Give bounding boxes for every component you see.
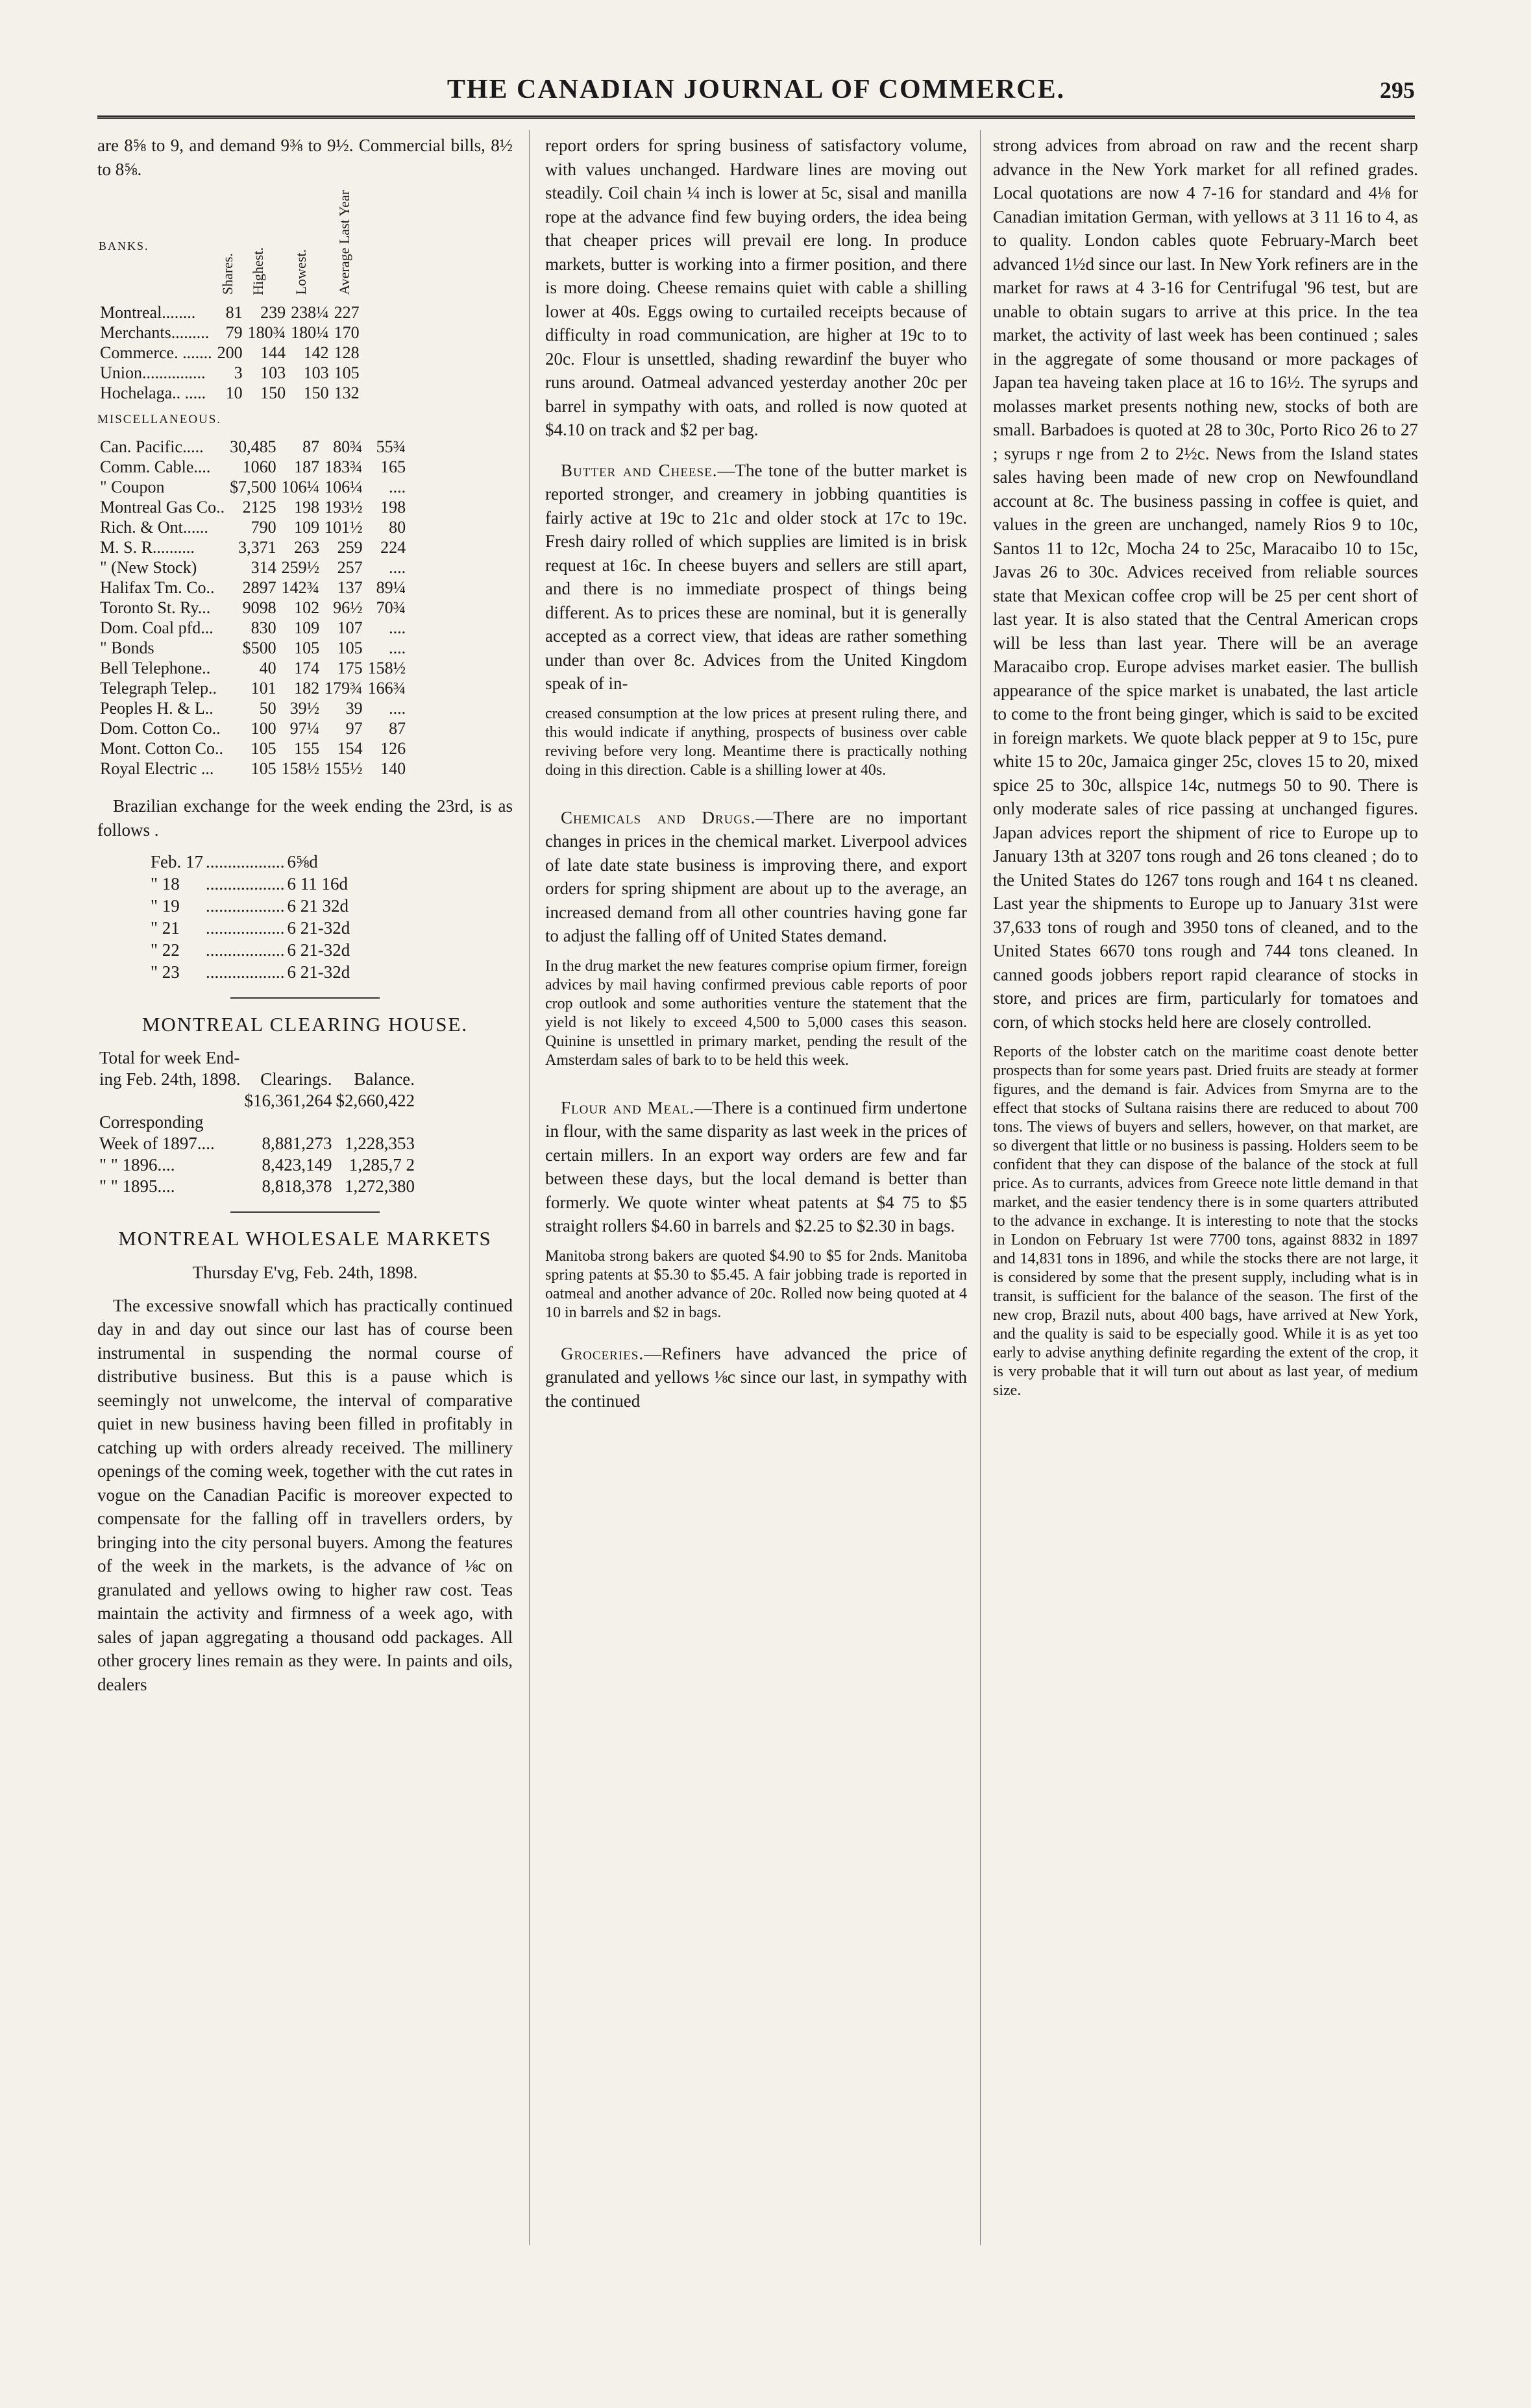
misc-stock-cell: " (New Stock): [100, 558, 197, 578]
bank-cell: Union...............: [100, 363, 206, 382]
groceries-paragraph: [545, 1342, 967, 1413]
misc-stock-cell: 263: [294, 538, 320, 557]
clearing-cell: 8,881,273: [262, 1133, 332, 1153]
exchange-table: [149, 851, 351, 983]
misc-stock-cell: 87: [302, 437, 320, 457]
markets-title: MONTREAL WHOLESALE MARKETS: [118, 1226, 492, 1250]
misc-stock-cell: 3,371: [238, 538, 276, 557]
bank-cell: 150: [260, 383, 286, 402]
misc-stock-row: [97, 658, 408, 678]
banks-header-row: [97, 190, 362, 302]
butter-cheese-text: —The tone of the butter market is reported stronger, and creamery in jobbing quantities is fairly active at 19c to 21c and older stock at 17c to 19c. Fresh dairy rolled of which supplies are limited is in brisk request at 16c. In cheese buyers and sellers are still apart, and there is no immediate prospect of things being different. As to prices these are nominal, but it is generally accepted as a correct view, that ideas are rather something under than over 8c. Advices from the United Kingdom speak of in-: [545, 460, 968, 693]
bank-cell: 132: [334, 383, 360, 402]
bank-cell: 227: [334, 302, 360, 322]
bank-cell: 128: [334, 343, 360, 362]
misc-stock-cell: ....: [389, 478, 406, 497]
exchange-cell: ..................: [206, 874, 285, 894]
misc-stock-cell: 175: [337, 659, 363, 678]
flour-paragraph: [545, 1096, 967, 1238]
misc-stock-cell: 107: [337, 618, 363, 638]
balance-header: Balance.: [354, 1069, 415, 1089]
misc-stock-cell: 100: [251, 719, 276, 738]
exchange-cell: " 23: [151, 962, 180, 982]
chemicals-head: Chemicals and Drugs.: [561, 807, 756, 827]
misc-stock-cell: Dom. Cotton Co..: [100, 719, 221, 738]
column-2: [545, 134, 967, 1422]
misc-stock-cell: 105: [337, 638, 363, 658]
bank-cell: 150: [303, 383, 329, 402]
misc-stock-cell: 155: [294, 739, 320, 759]
misc-label: MISCELLANEOUS.: [97, 412, 222, 426]
misc-stock-row: [97, 638, 408, 658]
misc-stock-cell: 158½: [281, 759, 320, 779]
bank-row: [97, 343, 362, 363]
misc-stock-cell: Telegraph Telep..: [100, 679, 217, 698]
misc-stock-row: [97, 517, 408, 537]
bank-cell: 103: [303, 363, 329, 382]
misc-stock-cell: 102: [294, 598, 320, 618]
misc-stock-cell: 106¼: [281, 478, 320, 497]
bank-cell: Merchants.........: [100, 322, 210, 342]
clearing-row: [97, 1154, 417, 1176]
misc-stock-cell: 224: [380, 538, 406, 557]
col3-text: strong advices from abroad on raw and the recent sharp advance in the New York market for all refined grades. Local quotations are now 4 7-16 for standard and 4⅛ for Canadian imitation German, with yellows at 3 11 16 to 4, as to quality. London cables quote February-March beet advanced 1½d since our last. In New York refiners are in the market for raws at 4 3-16 for Centrifugal '96 test, but are unable to obtain sugars to arrive at this price. In the tea market, the activity of last week has been continued ; sales in the aggregate of some thousand or more packages of Japan tea haveing taken place at 16 to 16½. The syrups and molasses market presents nothing new, stocks of both are small. Barbadoes is quoted at 28 to 30c, Porto Rico 26 to 27 ; syrups r nge from 2 to 2½c. News from the Island states sales having been made of new crop on Newfoundland account at 8c. The business passing in coffee is quiet, and values in the green are unchanged, namely Rios 9 to 10c, Santos 11 to 12c, Mocha 24 to 25c, Maracaibo 10 to 15c, Javas 26 to 30c. Advices received from reliable sources state that Mexican coffee crop will be 25 per cent short of last year. It is also stated that the Central American crops will be less than last year. There will be an average Maracaibo crop. Europe advises market easier. The bullish appearance of the spice market is unabated, the last article to come to the front being ginger, which is said to be excited in foreign markets. We quote black pepper at 9 to 15c, pure white 15 to 20c, Jamaica ginger 25c, cloves 15 to 20, mixed spice 25 to 30c, allspice 14c, nutmegs 50 to 90. There is only moderate sales of rice passing at unchanged figures. Japan advices report the shipment of rice to Europe up to January 13th at 3207 tons rough and 26 tons cleaned ; do to the United States do 1267 tons rough and 164 t ns cleaned. Last year the shipments to Europe up to January 31st were 37,633 tons of rough and 3950 tons of cleaned, and to the United States 6670 tons rough and 744 tons cleaned. In canned goods jobbers report rapid clearance of stocks in store, and prices are firm, particularly for tomatoes and corn, of which stocks held here are closely controlled.: [993, 136, 1418, 1032]
misc-stock-cell: 257: [337, 558, 363, 578]
misc-stock-row: [97, 477, 408, 497]
exchange-row: [149, 851, 351, 873]
bank-cell: 142: [303, 343, 329, 362]
bank-cell: 144: [260, 343, 286, 362]
exchange-cell: ..................: [206, 940, 285, 960]
misc-stock-cell: Can. Pacific.....: [100, 437, 204, 457]
misc-stock-cell: 89¼: [376, 578, 406, 598]
misc-stock-cell: 790: [251, 518, 276, 537]
groceries-text: —Refiners have advanced the price of granulated and yellows ⅛c since our last, in sympathy with the continued: [545, 1343, 967, 1411]
misc-stock-cell: ....: [389, 638, 406, 658]
exchange-cell: 6 21-32d: [287, 962, 350, 982]
misc-stock-row: [97, 578, 408, 598]
bank-cell: 200: [217, 343, 243, 362]
chemicals-text: —There are no important changes in prices in the chemical market. Liverpool advices of late date state business is improving there, and export orders for spring shipment are about up to the average, an increased demand from all other countries having gone far to adjust the falling off of United States demand.: [545, 807, 967, 945]
clearing-body: [97, 1133, 417, 1197]
bank-cell: 180¼: [291, 322, 329, 342]
corresponding-row: [97, 1112, 417, 1133]
markets-date: Thursday E'vg, Feb. 24th, 1898.: [192, 1263, 418, 1283]
misc-stock-cell: 182: [294, 679, 320, 698]
clearing-cell: 1,272,380: [345, 1176, 415, 1196]
misc-stock-cell: 87: [389, 719, 406, 738]
exchange-cell: " 18: [151, 874, 180, 894]
misc-stock-cell: 179¾: [325, 679, 363, 698]
exchange-cell: " 19: [151, 896, 180, 916]
bank-cell: 103: [260, 363, 286, 382]
misc-stock-row: [97, 738, 408, 759]
exchange-body: [149, 851, 351, 983]
misc-stock-cell: 70¾: [376, 598, 406, 618]
misc-stock-cell: ....: [389, 699, 406, 718]
misc-stock-cell: 39½: [289, 699, 320, 718]
column-1: [97, 134, 513, 1705]
clearing-cell: 8,423,149: [262, 1154, 332, 1174]
misc-stock-cell: 109: [294, 618, 320, 638]
misc-stock-cell: 166¾: [367, 679, 406, 698]
misc-stock-cell: 259½: [281, 558, 320, 578]
misc-stock-cell: 154: [337, 739, 363, 759]
clearing-cell: " " 1896....: [99, 1154, 175, 1174]
exchange-cell: ..................: [206, 852, 285, 872]
misc-stock-cell: ....: [389, 558, 406, 578]
misc-stock-cell: Toronto St. Ry...: [100, 598, 211, 618]
misc-stock-cell: 2897: [242, 578, 276, 598]
misc-stock-cell: 2125: [242, 498, 276, 517]
misc-stock-row: [97, 598, 408, 618]
exchange-cell: ..................: [206, 962, 285, 982]
misc-stock-row: [97, 457, 408, 477]
misc-stock-cell: 259: [337, 538, 363, 557]
misc-stock-cell: 183¾: [325, 457, 363, 477]
misc-stock-row: [97, 618, 408, 638]
clearing-total: $16,361,264: [244, 1090, 332, 1110]
misc-stock-cell: 1060: [242, 457, 276, 477]
misc-stock-cell: 105: [251, 739, 276, 759]
misc-stock-cell: 55¾: [376, 437, 406, 457]
misc-table: [97, 437, 408, 779]
misc-stock-cell: M. S. R..........: [100, 538, 195, 557]
exchange-cell: " 21: [151, 918, 180, 938]
col3-text-b: Reports of the lobster catch on the maritime coast denote better prospects than for some years past. Dried fruits are steady at former figures, and the demand is fair. Advices from Smyrna are to the effect that stocks of Sultana raisins there are reduced to about 700 tons. The views of buyers and sellers, however, on that market, are so divergent that little or no business is passing. Holders seem to be confident that they can dispose of the balance of the stock at full price. As to currants, advices from Greece note little demand in that market, and the easier tendency there is in some quarters attributed to the advance in exchange. It is interesting to note that the stocks in London on February 1st were 7700 tons, against 8832 in 1897 and 14,831 tons in 1896, and while the stocks there are not large, it is considered by some that the present supply, including what is in transit, is sufficient for the balance of the season. The first of the new crop, Brazil nuts, about 400 bags, have arrived at New York, and the quality is said to be especially good. While it is as yet too early to advise anything definite regarding the extent of the crop, it is very probable that it will turn out about as last year, of medium size.: [993, 1043, 1418, 1399]
bank-cell: 170: [334, 322, 360, 342]
clearing-cell: " " 1895....: [99, 1176, 175, 1196]
flour-head: Flour and Meal.: [561, 1097, 695, 1117]
misc-stock-cell: 830: [251, 618, 276, 638]
misc-stock-cell: Comm. Cable....: [100, 457, 211, 477]
misc-stock-cell: 198: [294, 498, 320, 517]
corresponding-label: Corresponding: [99, 1112, 204, 1132]
chemicals-text-b: In the drug market the new features comprise opium firmer, foreign advices by mail having confirmed previous cable reports of poor crop outlook and some authorities venture the statement that the yield is not likely to exceed 4,500 to 5,000 cases this season. Quinine is unsettled in primary market, pending the result of the Amsterdam sales of bark to to be held this week.: [545, 957, 967, 1069]
column-3: [993, 134, 1418, 1409]
page-header: [97, 70, 1415, 112]
misc-stock-row: [97, 678, 408, 698]
col2-continuation: report orders for spring business of satisfactory volume, with values unchanged. Hardware lines are moving out steadily. Coil chain ¼ inch is lower at 5c, sisal and manilla rope at the advance find few buying orders, the idea being that cheaper prices will prevail ere long. In produce markets, butter is working into a firmer position, and there is more doing. Cheese remains quiet with cable a shilling lower at 40s. Eggs owing to curtailed receipts because of difficulty in road communication, are higher at 19c to to 20c. Flour is unsettled, shading rewardinf the buyer who runs around. Oatmeal advanced yesterday another 20c per barrel in sympathy with oats, and rolled is now quoted at $4.10 on track and $2 per bag.: [545, 136, 967, 439]
misc-stock-cell: Bell Telephone..: [100, 659, 211, 678]
misc-stock-cell: 187: [294, 457, 320, 477]
butter-cheese-text-b: creased consumption at the low prices at present ruling there, and this would indicate if anything, prospects of business over cable reviving before very long. Meantime there is practically nothing doing in this direction. Cable is a shilling lower at 40s.: [545, 705, 967, 779]
misc-stock-cell: Royal Electric ...: [100, 759, 214, 779]
bank-cell: 180¾: [247, 322, 286, 342]
column-rule-2: [980, 130, 981, 2245]
misc-stock-cell: 80¾: [333, 437, 363, 457]
exchange-cell: 6⅝d: [287, 852, 318, 872]
misc-stock-cell: 165: [380, 457, 406, 477]
clearing-head-row: [97, 1069, 417, 1090]
misc-stock-cell: 96½: [333, 598, 363, 618]
bank-cell: 238¼: [291, 302, 329, 322]
misc-stock-cell: 101: [251, 679, 276, 698]
col-average: Average Last Year: [336, 190, 352, 295]
brazil-exchange-text: Brazilian exchange for the week ending the 23rd, is as follows .: [97, 796, 513, 840]
exchange-cell: " 22: [151, 940, 180, 960]
balance-total: $2,660,422: [336, 1090, 415, 1110]
misc-stock-row: [97, 698, 408, 718]
bank-cell: Commerce. .......: [100, 343, 212, 362]
misc-stock-cell: Peoples H. & L..: [100, 699, 214, 718]
exchange-row: [149, 895, 351, 917]
flour-text: —There is a continued firm undertone in flour, with the same disparity as last week in the prices of certain millers. In an export way orders are few and far between these days, but the local demand is better than formerly. We quote winter wheat patents at $4 75 to $5 straight rollers $4.60 in barrels and $2.25 to $2.30 in bags.: [545, 1097, 967, 1235]
bank-cell: Montreal........: [100, 302, 196, 322]
misc-stock-cell: $7,500: [230, 478, 276, 497]
page-number: 295: [1380, 77, 1415, 103]
misc-stock-cell: 193½: [325, 498, 363, 517]
exchange-cell: 6 21-32d: [287, 918, 350, 938]
misc-stock-cell: Rich. & Ont......: [100, 518, 208, 537]
misc-stock-cell: 50: [259, 699, 276, 718]
col-lowest: Lowest.: [293, 249, 310, 295]
clearing-house-title: MONTREAL CLEARING HOUSE.: [141, 1013, 469, 1036]
banks-table: [97, 190, 362, 403]
misc-stock-cell: 97¼: [289, 719, 320, 738]
clearing-row: [97, 1176, 417, 1197]
misc-stock-cell: 126: [380, 739, 406, 759]
clearing-cell: Week of 1897....: [99, 1133, 215, 1153]
header-rule: [97, 116, 1415, 119]
misc-body: [97, 437, 408, 779]
clearing-total-row: [97, 1090, 417, 1112]
misc-stock-cell: Montreal Gas Co..: [100, 498, 225, 517]
bank-cell: 3: [234, 363, 243, 382]
bank-cell: Hochelaga.. .....: [100, 383, 206, 402]
clearing-cell: 8,818,378: [262, 1176, 332, 1196]
misc-stock-cell: 9098: [242, 598, 276, 618]
misc-stock-row: [97, 437, 408, 457]
exchange-cell: ..................: [206, 918, 285, 938]
misc-stock-cell: 155½: [325, 759, 363, 779]
col-highest: Highest.: [249, 247, 266, 295]
misc-stock-cell: Halifax Tm. Co..: [100, 578, 215, 598]
exchange-intro: are 8⅝ to 9, and demand 9⅜ to 9½. Commercial bills, 8½ to 8⅝.: [97, 136, 513, 179]
butter-cheese-head: Butter and Cheese.: [561, 460, 718, 480]
clearing-intro-b: ing Feb. 24th, 1898.: [99, 1069, 241, 1089]
misc-stock-row: [97, 718, 408, 738]
groceries-head: Groceries.: [561, 1343, 644, 1363]
misc-stock-row: [97, 557, 408, 578]
exchange-row: [149, 873, 351, 895]
exchange-row: [149, 961, 351, 983]
column-rule-1: [529, 130, 530, 2245]
clearing-cell: 1,228,353: [345, 1133, 415, 1153]
banks-label: BANKS.: [99, 239, 149, 253]
flour-text-b: Manitoba strong bakers are quoted $4.90 to $5 for 2nds. Manitoba spring patents at $5.30 to $5.45. A fair jobbing trade is reported in oatmeal and another advance of 20c. Rolled now being quoted at 4 10 in barrels and $2 in bags.: [545, 1247, 967, 1321]
misc-stock-cell: 174: [294, 659, 320, 678]
misc-stock-cell: 40: [259, 659, 276, 678]
clearings-header: Clearings.: [260, 1069, 332, 1089]
misc-stock-row: [97, 759, 408, 779]
exchange-cell: 6 21 32d: [287, 896, 349, 916]
exchange-cell: 6 11 16d: [287, 874, 348, 894]
journal-title: THE CANADIAN JOURNAL OF COMMERCE.: [447, 75, 1066, 104]
exchange-row: [149, 917, 351, 939]
bank-cell: 10: [225, 383, 243, 402]
misc-stock-row: [97, 537, 408, 557]
exchange-row: [149, 939, 351, 961]
exchange-cell: ..................: [206, 896, 285, 916]
bank-row: [97, 302, 362, 322]
misc-stock-cell: 30,485: [230, 437, 276, 457]
bank-cell: 239: [260, 302, 286, 322]
section-divider: [230, 1211, 380, 1213]
misc-stock-cell: " Bonds: [100, 638, 154, 658]
misc-stock-cell: 137: [337, 578, 363, 598]
bank-cell: 105: [334, 363, 360, 382]
misc-stock-cell: 140: [380, 759, 406, 779]
misc-stock-cell: 314: [251, 558, 276, 578]
exchange-cell: 6 21-32d: [287, 940, 350, 960]
misc-stock-cell: " Coupon: [100, 478, 165, 497]
clearing-intro-a: Total for week End-: [99, 1047, 240, 1067]
misc-stock-cell: 105: [251, 759, 276, 779]
bank-row: [97, 322, 362, 343]
misc-stock-cell: 198: [380, 498, 406, 517]
misc-stock-cell: 109: [294, 518, 320, 537]
misc-stock-cell: 106¼: [325, 478, 363, 497]
misc-stock-cell: Mont. Cotton Co..: [100, 739, 223, 759]
misc-stock-cell: 142¾: [281, 578, 320, 598]
chemicals-paragraph: [545, 806, 967, 948]
clearing-table: [97, 1047, 417, 1197]
misc-stock-cell: 101½: [325, 518, 363, 537]
misc-stock-cell: 105: [294, 638, 320, 658]
bank-row: [97, 383, 362, 403]
banks-body: [97, 302, 362, 403]
markets-text: The excessive snowfall which has practically continued day in and day out since our last has of course been instrumental in suspending the normal course of distributive business. But this is a pause which is seemingly not unwelcome, the interval of comparative quiet in new business having been filled in profitably in catching up with orders already received. The millinery openings of the coming week, together with the cut rates in vogue on the Canadian Pacific is moreover expected to compensate for the falling off in travellers orders, by bringing into the city personal buyers. Among the features of the week in the markets, is the advance of ⅛c on granulated and yellows owing to higher raw cost. Teas maintain the activity and firmness of a week ago, with sales of japan aggregating a thousand odd packages. All other grocery lines remain as they were. In paints and oils, dealers: [97, 1295, 513, 1694]
misc-stock-cell: 97: [345, 719, 363, 738]
clearing-intro-row: [97, 1047, 417, 1069]
misc-stock-cell: $500: [242, 638, 276, 658]
bank-cell: 81: [225, 302, 243, 322]
bank-cell: 79: [225, 322, 243, 342]
misc-stock-cell: 80: [389, 518, 406, 537]
misc-stock-cell: 158½: [367, 659, 406, 678]
bank-row: [97, 363, 362, 383]
misc-stock-row: [97, 497, 408, 517]
exchange-cell: Feb. 17: [151, 852, 203, 872]
col-shares: Shares.: [219, 253, 236, 295]
misc-stock-cell: 39: [345, 699, 363, 718]
misc-stock-cell: Dom. Coal pfd...: [100, 618, 214, 638]
misc-stock-cell: ....: [389, 618, 406, 638]
butter-cheese-paragraph: [545, 459, 967, 696]
section-divider: [230, 997, 380, 999]
clearing-row: [97, 1133, 417, 1154]
clearing-cell: 1,285,7 2: [349, 1154, 415, 1174]
